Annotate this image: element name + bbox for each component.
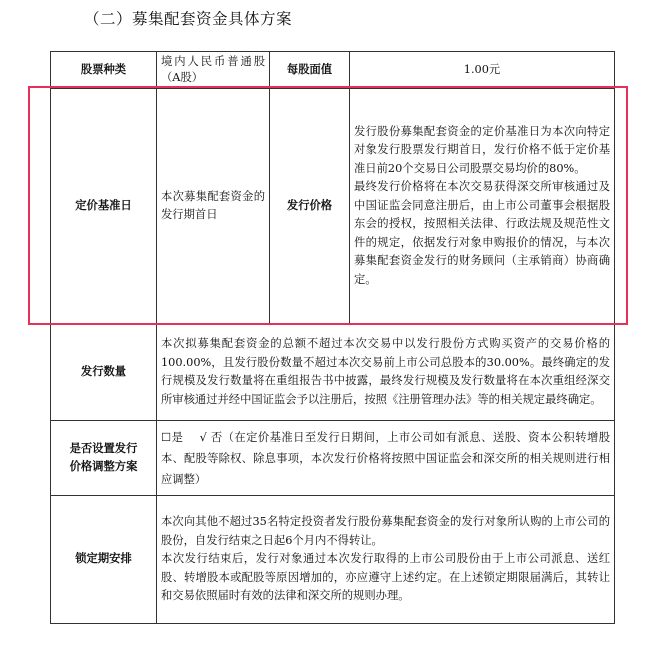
lockup-text-cell (157, 496, 615, 624)
price-adjustment-text: （在定价基准日至发行日期间，上市公司如有派息、送股、资本公积转增股本、配股等除权、除息事项，本次发行价格将按照中国证监会和深交所的相关规则进行相应调整） (161, 430, 610, 486)
financing-plan-table (50, 51, 615, 624)
pricing-base-label: 定价基准日 (51, 89, 157, 324)
price-adjustment-label (51, 421, 157, 496)
lockup-paragraph-1: 本次向其他不超过35名特定投资者发行股份募集配套资金的发行对象所认购的上市公司的股份，自发行结束之日起6个月内不得转让。 (161, 515, 610, 547)
checkmark-icon: √ (199, 430, 207, 444)
par-value-label: 每股面值 (270, 52, 350, 89)
lockup-paragraph-2: 本次发行结束后，发行对象通过本次发行取得的上市公司股份由于上市公司派息、送红股、转增股本或配股等原因增加的，亦应遵守上述约定。在上述锁定期限届满后，其转让和交易依照届时有效的法律和深交所的规则办理。 (161, 552, 610, 603)
price-adjustment-label-line-1: 是否设置发行 (69, 441, 138, 455)
issue-quantity-text: 本次拟募集配套资金的总额不超过本次交易中以发行股份方式购买资产的交易价格的100.00%，且发行股份数量不超过本次交易前上市公司总股本的30.00%。最终确定的发行规模及发行数量将在重组报告书中披露，最终发行规模及发行数量将在本次重组经深交所审核通过并经中国证监会予以注册后，按照《注册管理办法》等的相关规定最终确定。 (157, 324, 615, 421)
stock-type-value: 境内人民币普通股（A股） (157, 52, 270, 89)
option-no-label: 否 (210, 430, 223, 444)
issue-price-paragraph-1: 发行股份募集配套资金的定价基准日为本次向特定对象发行股票发行期首日，发行价格不低于定价基准日前20个交易日公司股票交易均价的80%。 (354, 124, 610, 175)
stock-type-label: 股票种类 (51, 52, 157, 89)
par-value: 1.00元 (350, 52, 615, 89)
issue-price-paragraph-2: 最终发行价格将在本次交易获得深交所审核通过及中国证监会同意注册后，由上市公司董事会根据股东会的授权，按照相关法律、行政法规及规范性文件的规定，依据发行对象申购报价的情况，与本次募集配套资金发行的财务顾问（主承销商）协商确定。 (354, 180, 610, 286)
section-heading: （二）募集配套资金具体方案 (84, 10, 293, 28)
pricing-base-value: 本次募集配套资金的发行期首日 (157, 89, 270, 324)
lockup-label: 锁定期安排 (51, 496, 157, 624)
issue-quantity-label: 发行数量 (51, 324, 157, 421)
table-row-price-adjustment (51, 421, 615, 496)
option-yes-label: 是 (171, 430, 184, 444)
issue-price-label: 发行价格 (270, 89, 350, 324)
table-row-lockup (51, 496, 615, 624)
table-row-stock-type (51, 52, 615, 89)
price-adjustment-text-cell (157, 421, 615, 496)
unchecked-box-icon: ☐ (161, 430, 172, 444)
table-row-pricing-base (51, 89, 615, 324)
table-row-issue-quantity (51, 324, 615, 421)
price-adjustment-label-line-2: 价格调整方案 (69, 460, 138, 473)
issue-price-cell (350, 89, 615, 324)
